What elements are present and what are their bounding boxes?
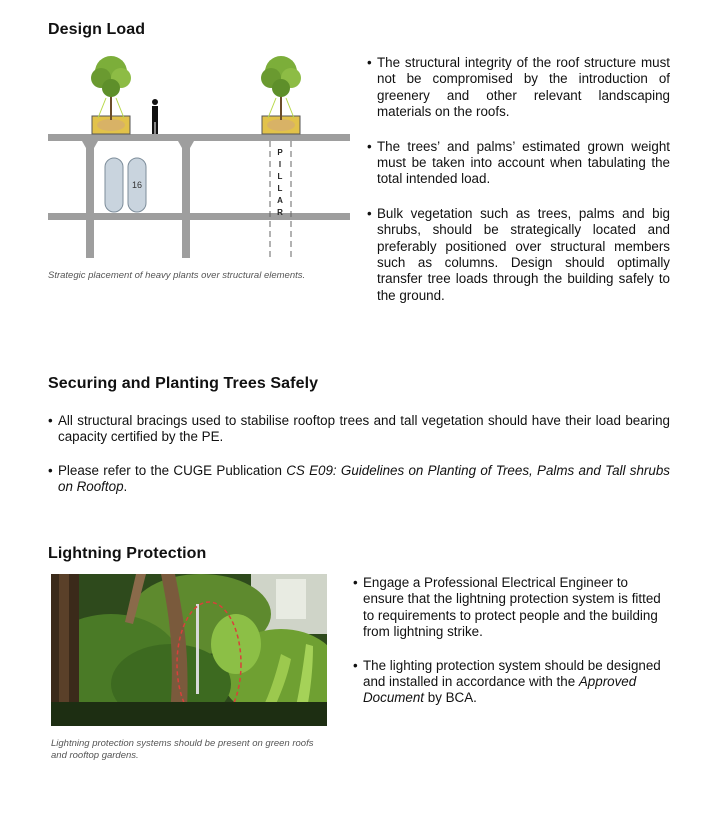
svg-text:R: R bbox=[277, 208, 283, 217]
securing-bullets bbox=[48, 413, 670, 496]
securing-heading: Securing and Planting Trees Safely bbox=[48, 375, 319, 392]
roof-load-diagram bbox=[48, 48, 350, 260]
svg-text:P: P bbox=[277, 148, 283, 157]
lightning-rod-photo bbox=[51, 574, 327, 726]
design-load-caption: Strategic placement of heavy plants over structural elements. bbox=[48, 270, 306, 281]
securing-bullet-2 bbox=[48, 463, 670, 496]
design-load-bullet-1: • The structural integrity of the roof structure must not be compromised by the introduction of greenery and other relevant landscaping materials on the roofs. bbox=[367, 55, 670, 121]
svg-text:L: L bbox=[277, 184, 283, 193]
svg-text:I: I bbox=[278, 160, 282, 169]
lightning-bullet-2-text: The lighting protection system should be designed and installed in accordance with the bbox=[363, 657, 661, 690]
lightning-bullet-2 bbox=[353, 658, 671, 707]
lightning-bullet-1: • Engage a Professional Electrical Engineer to ensure that the lightning protection system is fitted to requirements to protect people and the building from lightning strike. bbox=[353, 575, 671, 641]
design-load-bullets bbox=[367, 55, 670, 304]
design-load-bullet-3: • Bulk vegetation such as trees, palms and big shrubs, should be strategically located and preferably positioned over structural members such as columns. Design should optimally transfer tree loads through the building safely to the ground. bbox=[367, 206, 670, 304]
lightning-caption: Lightning protection systems should be present on green roofs and rooftop gardens. bbox=[51, 738, 314, 761]
securing-bullet-1: • All structural bracings used to stabilise rooftop trees and tall vegetation should have their load bearing capacity certified by the PE. bbox=[48, 413, 670, 446]
water-tanks bbox=[105, 158, 146, 212]
securing-bullet-2-text: Please refer to the CUGE Publication bbox=[58, 462, 287, 478]
roof-slab bbox=[48, 134, 350, 141]
approved-document-title: Approved Document bbox=[363, 674, 637, 706]
design-load-bullet-2: • The trees’ and palms’ estimated grown weight must be taken into account when tabulating the total intended load. bbox=[367, 139, 670, 188]
planter-left bbox=[91, 56, 131, 134]
person-figure bbox=[152, 99, 158, 134]
lightning-bullets bbox=[353, 575, 671, 707]
column-left bbox=[86, 141, 94, 258]
securing-bullet-2-end: . bbox=[123, 479, 128, 495]
pillar-label bbox=[277, 148, 283, 217]
planter-right bbox=[261, 56, 301, 134]
design-load-heading: Design Load bbox=[48, 21, 146, 38]
lightning-bullet-2-end: by BCA. bbox=[424, 690, 477, 706]
svg-text:L: L bbox=[277, 172, 283, 181]
svg-text:A: A bbox=[277, 196, 283, 205]
tank-number: 16 bbox=[131, 180, 143, 190]
lightning-heading: Lightning Protection bbox=[48, 545, 207, 562]
column-middle bbox=[182, 141, 190, 258]
cuge-publication-title: CS E09: Guidelines on Planting of Trees, Palms and Tall shrubs on Rooftop bbox=[58, 462, 670, 495]
